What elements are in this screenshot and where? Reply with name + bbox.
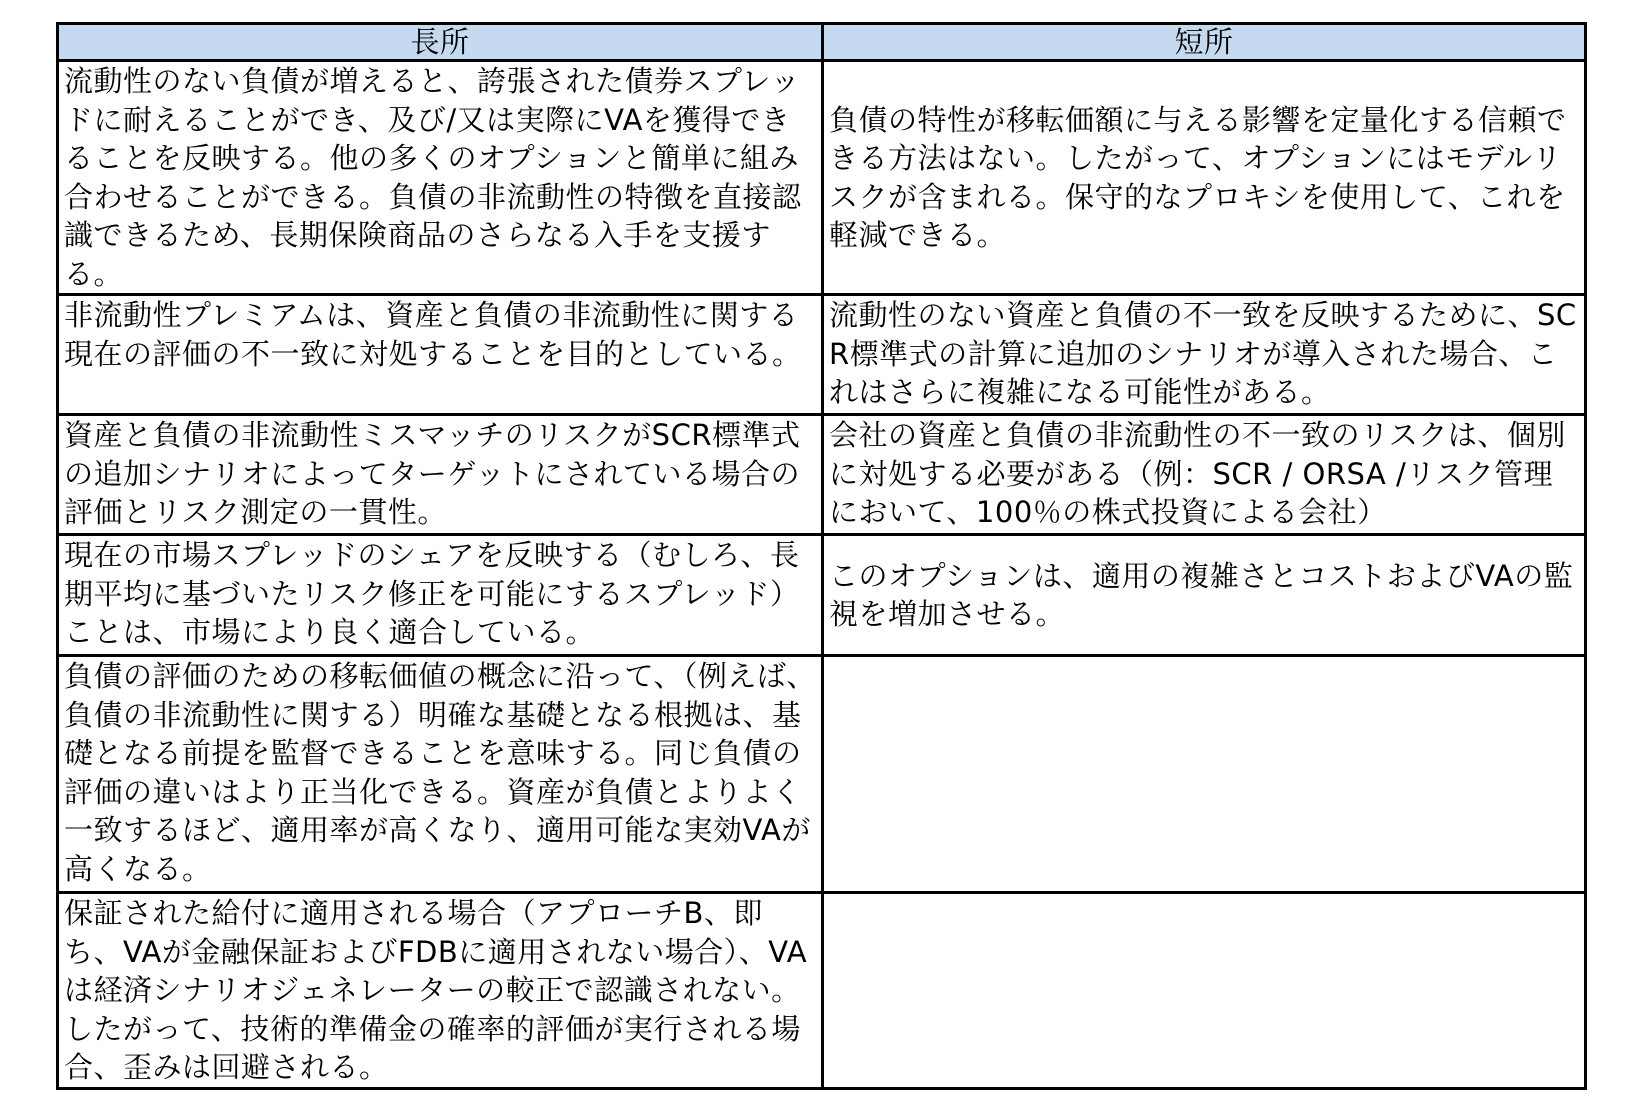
table-row [58, 893, 1586, 1089]
cons-cell: 負債の特性が移転価額に与える影響を定量化する信頼できる方法はない。したがって、オプションにはモデルリスクが含まれる。保守的なプロキシを使用して、これを軽減できる。 [823, 61, 1586, 295]
pros-cell: 負債の評価のための移転価値の概念に沿って、（例えば、負債の非流動性に関する）明確な基礎となる根拠は、基礎となる前提を監督できることを意味する。同じ負債の評価の違いはより正当化できる。資産が負債とよりよく一致するほど、適用率が高くなり、適用可能な実効VAが高くなる。 [58, 656, 823, 893]
header-row [58, 24, 1586, 61]
cons-cell [823, 893, 1586, 1089]
pros-cell: 保証された給付に適用される場合（アプローチB、即ち、VAが金融保証およびFDBに適用されない場合）、VAは経済シナリオジェネレーターの較正で認識されない。したがって、技術的準備金の確率的評価が実行される場合、歪みは回避される。 [58, 893, 823, 1089]
table-row [58, 535, 1586, 656]
table-row [58, 415, 1586, 535]
pros-cell: 非流動性プレミアムは、資産と負債の非流動性に関する現在の評価の不一致に対処することを目的としている。 [58, 295, 823, 415]
cons-cell [823, 656, 1586, 893]
pros-cell: 資産と負債の非流動性ミスマッチのリスクがSCR標準式の追加シナリオによってターゲットにされている場合の評価とリスク測定の一貫性。 [58, 415, 823, 535]
pros-cell: 流動性のない負債が増えると、誇張された債券スプレッドに耐えることができ、及び/又は実際にVAを獲得できることを反映する。他の多くのオプションと簡単に組み合わせることができる。負債の非流動性の特徴を直接認識できるため、長期保険商品のさらなる入手を支援する。 [58, 61, 823, 295]
header-pros: 長所 [58, 24, 823, 61]
pros-cons-table [56, 22, 1587, 1090]
header-cons: 短所 [823, 24, 1586, 61]
pros-cons-table-container [56, 22, 1584, 1090]
cons-cell: 会社の資産と負債の非流動性の不一致のリスクは、個別に対処する必要がある（例：SCR / ORSA /リスク管理において、100％の株式投資による会社） [823, 415, 1586, 535]
table-row [58, 61, 1586, 295]
cons-cell: 流動性のない資産と負債の不一致を反映するために、SCR標準式の計算に追加のシナリオが導入された場合、これはさらに複雑になる可能性がある。 [823, 295, 1586, 415]
table-row [58, 656, 1586, 893]
table-row [58, 295, 1586, 415]
cons-cell: このオプションは、適用の複雑さとコストおよびVAの監視を増加させる。 [823, 535, 1586, 656]
pros-cell: 現在の市場スプレッドのシェアを反映する（むしろ、長期平均に基づいたリスク修正を可能にするスプレッド）ことは、市場により良く適合している。 [58, 535, 823, 656]
